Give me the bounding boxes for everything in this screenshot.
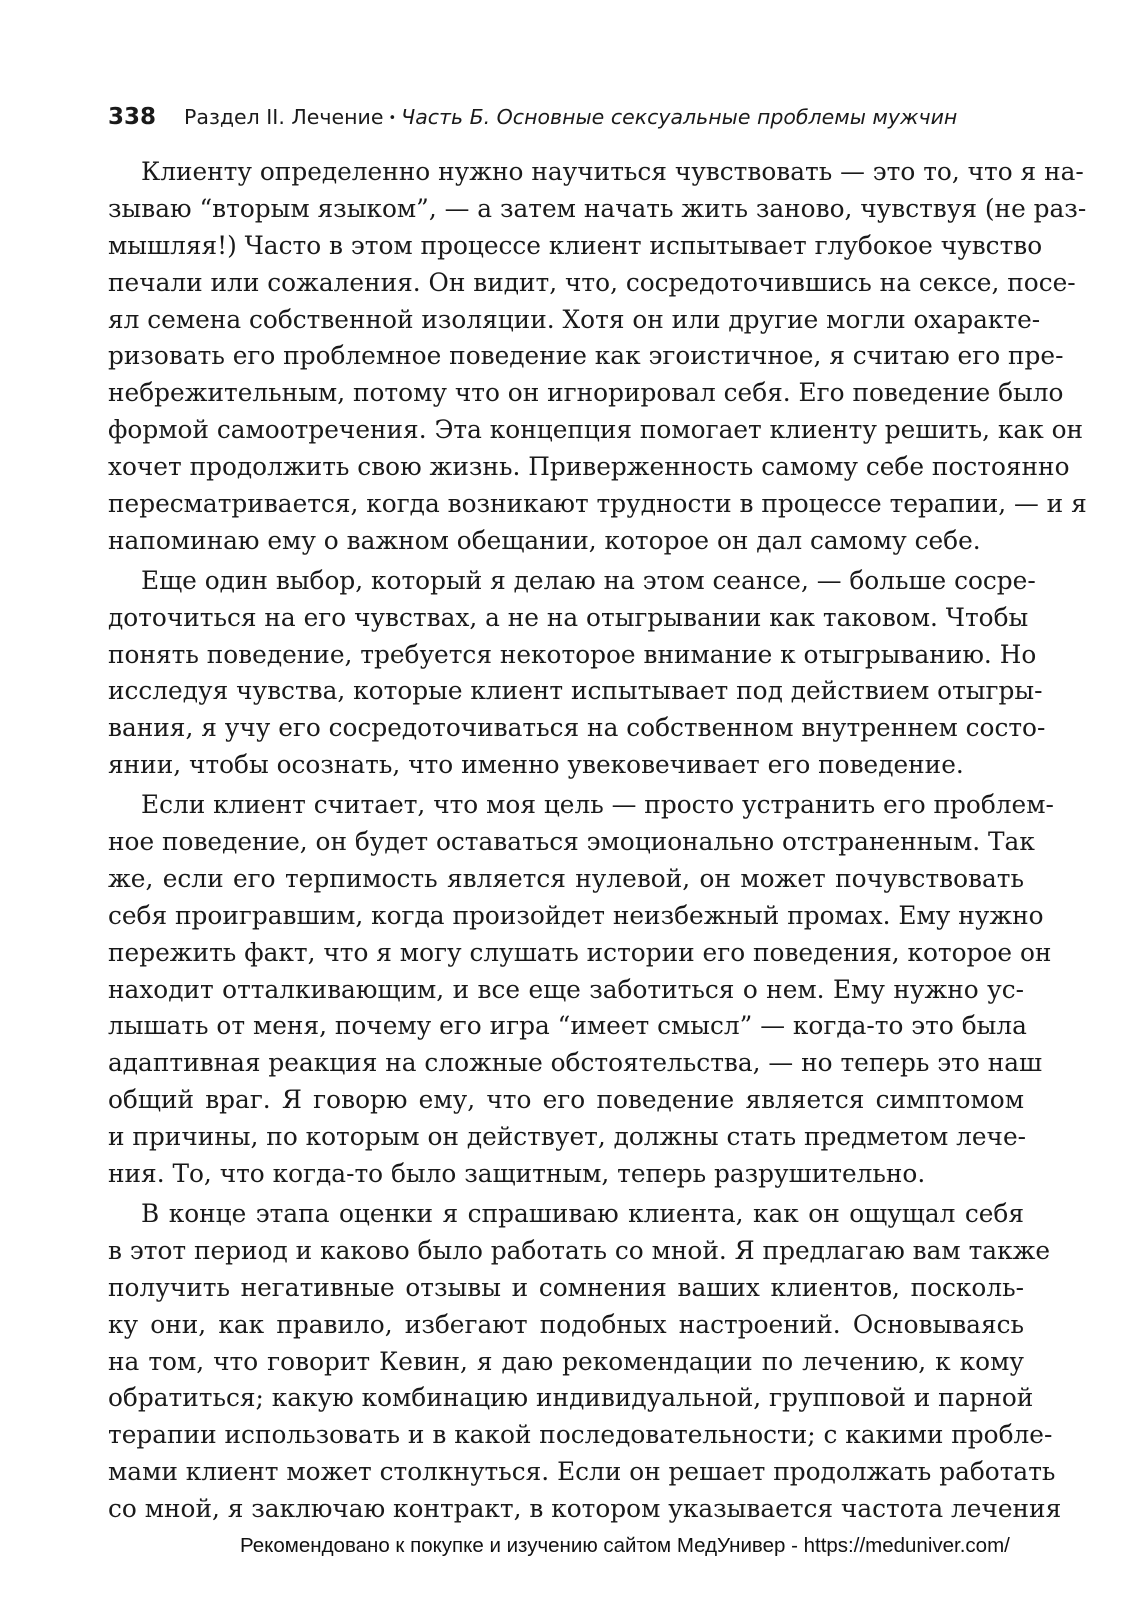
text-line: ния. То, что когда-то было защитным, теперь разрушительно. [108,1159,926,1189]
text-line: В конце этапа оценки я спрашиваю клиента, как он ощущал себя [141,1198,1024,1228]
text-line: Еще один выбор, который я делаю на этом сеансе, — больше сосре- [141,565,1036,595]
text-line: напоминаю ему о важном обещании, которое он дал самому себе. [108,525,981,555]
text-line: же, если его терпимость является нулевой, он может почувствовать [108,863,1024,893]
text-line: небрежительным, потому что он игнорировал себя. Его поведение было [108,378,1064,408]
text-line: Если клиент считает, что моя цель — просто устранить его проблем- [141,790,1054,820]
text-line: обратиться; какую комбинацию индивидуальной, групповой и парной [108,1383,1034,1413]
text-line: формой самоотречения. Эта концепция помогает клиенту решить, как он [108,415,1084,445]
text-line: понять поведение, требуется некоторое внимание к отыгрыванию. Но [108,639,1037,669]
body-text [108,154,1087,1531]
text-line: адаптивная реакция на сложные обстоятельства, — но теперь это наш [108,1048,1043,1078]
running-head [108,101,1038,133]
text-line: пережить факт, что я могу слушать истории его поведения, которое он [108,937,1052,967]
text-line: на том, что говорит Кевин, я даю рекомендации по лечению, к кому [108,1346,1024,1376]
text-line: зываю “вторым языком”, — а затем начать жить заново, чувствуя (не раз- [108,193,1087,223]
text-line: находит отталкивающим, и все еще заботиться о нем. Ему нужно ус- [108,974,1024,1004]
text-line: терапии использовать и в какой последовательности; с какими пробле- [108,1420,1053,1450]
text-line: ризовать его проблемное поведение как эгоистичное, я считаю его пре- [108,341,1064,371]
text-line: в этот период и каково было работать со мной. Я предлагаю вам также [108,1235,1051,1265]
text-line: печали или сожаления. Он видит, что, сосредоточившись на сексе, посе- [108,267,1076,297]
page-number: 338 [108,104,157,130]
text-line: ное поведение, он будет оставаться эмоционально отстраненным. Так [108,827,1035,857]
paragraph [108,1196,1062,1528]
part-title: Часть Б. Основные сексуальные проблемы мужчин [401,105,958,129]
text-line: со мной, я заключаю контракт, в котором указывается частота лечения [108,1494,1062,1524]
text-line: пересматривается, когда возникают трудности в процессе терапии, — и я [108,489,1087,519]
paragraph [108,563,1046,784]
text-line: мами клиент может столкнуться. Если он решает продолжать работать [108,1457,1056,1487]
text-line: получить негативные отзывы и сомнения ваших клиентов, посколь- [108,1272,1024,1302]
paragraph [108,154,1087,560]
footer-note: Рекомендовано к покупке и изучению сайтом МедУнивер - https://meduniver.com/ [240,1534,1010,1557]
separator-bullet-icon: • [388,111,397,126]
text-line: общий враг. Я говорю ему, что его поведение является симптомом [108,1085,1024,1115]
paragraph [108,787,1054,1193]
text-line: мышляя!) Часто в этом процессе клиент испытывает глубокое чувство [108,230,1043,260]
text-line: лышать от меня, почему его игра “имеет смысл” — когда-то это была [108,1011,1027,1041]
text-line: Клиенту определенно нужно научиться чувствовать — это то, что я на- [141,157,1084,186]
text-line: хочет продолжить свою жизнь. Приверженность самому себе постоянно [108,452,1070,482]
text-line: ку они, как правило, избегают подобных настроений. Основываясь [108,1309,1024,1339]
text-line: и причины, по которым он действует, должны стать предметом лече- [108,1122,1026,1152]
text-line: ял семена собственной изоляции. Хотя он или другие могли охаракте- [108,304,1041,334]
section-title: Раздел II. Лечение [184,105,384,129]
text-line: исследуя чувства, которые клиент испытывает под действием отыгры- [108,676,1043,706]
text-line: вания, я учу его сосредоточиваться на собственном внутреннем состо- [108,713,1046,743]
text-line: янии, чтобы осознать, что именно увековечивает его поведение. [108,750,964,780]
text-line: доточиться на его чувствах, а не на отыгрывании как таковом. Чтобы [108,602,1029,632]
text-line: себя проигравшим, когда произойдет неизбежный промах. Ему нужно [108,900,1044,930]
